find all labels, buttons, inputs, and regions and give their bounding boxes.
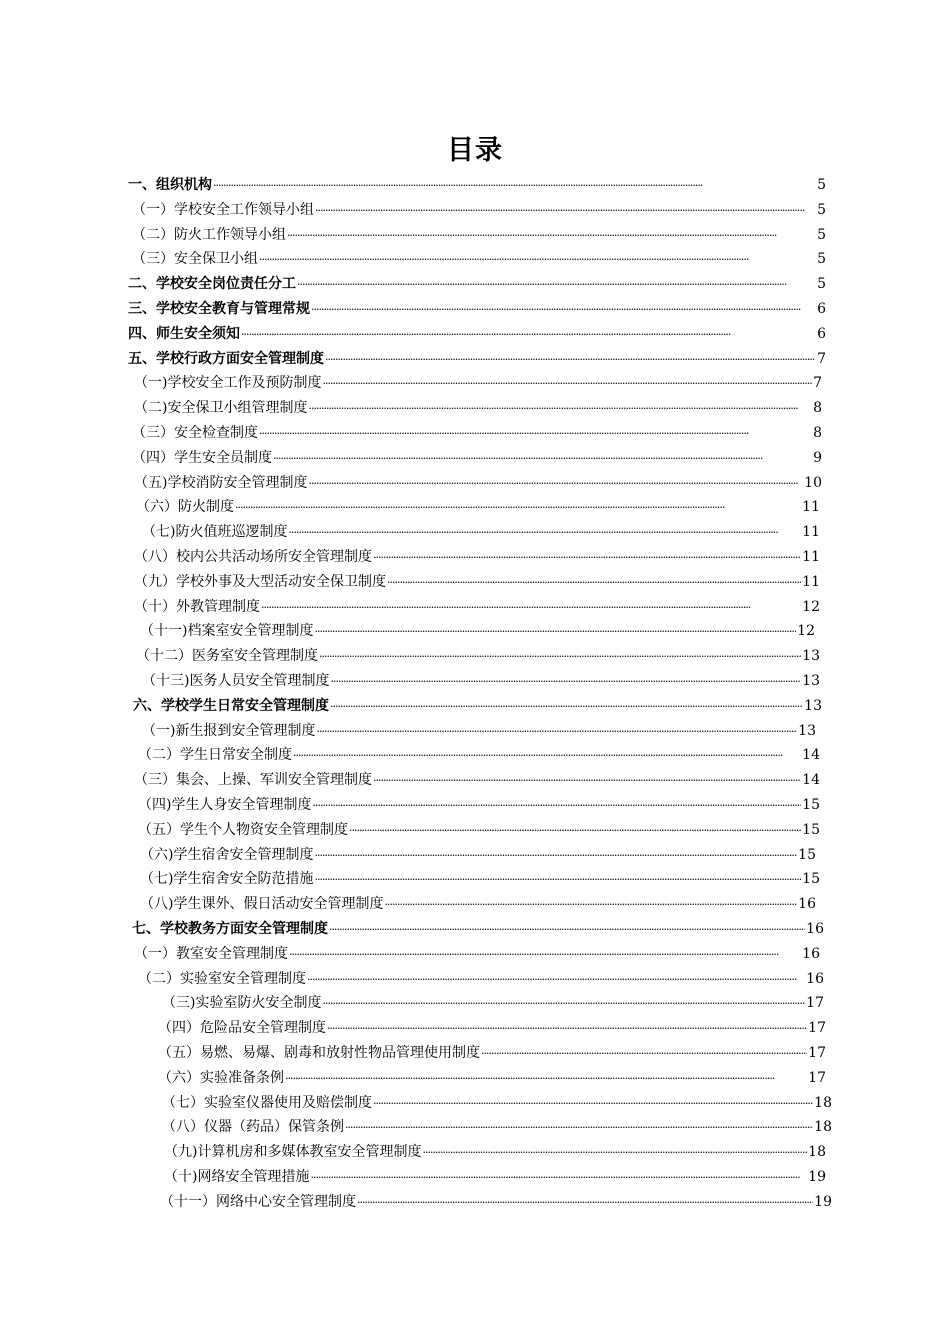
toc-entry xyxy=(134,472,822,496)
toc-page-number: 7 xyxy=(813,375,822,392)
toc-entry-label: （三）集会、上操、军训安全管理制度 xyxy=(134,772,372,789)
toc-entry-label: （十)网络安全管理措施 xyxy=(164,1169,310,1185)
toc-entry xyxy=(164,1141,826,1165)
toc-entry-label: 六、学校学生日常安全管理制度 xyxy=(133,697,329,714)
toc-dot-leader xyxy=(330,700,803,713)
toc-entry-label: （七)学生宿舍安全防范措施 xyxy=(140,871,314,888)
toc-dot-leader xyxy=(288,526,801,539)
toc-entry-label: （八)学生课外、假日活动安全管理制度 xyxy=(140,896,384,913)
toc-page-number: 6 xyxy=(817,301,826,317)
toc-page-number: 8 xyxy=(813,425,822,441)
toc-entry-label: 四、师生安全须知 xyxy=(128,325,240,342)
toc-entry-label: 三、学校安全教育与管理常规 xyxy=(128,301,310,317)
toc-entry-label: （十）外教管理制度 xyxy=(134,598,260,615)
toc-dot-leader xyxy=(481,1047,807,1060)
toc-dot-leader xyxy=(387,576,801,589)
toc-page-number: 6 xyxy=(817,325,826,342)
toc-entry-label: （四)学生人身安全管理制度 xyxy=(138,797,312,813)
toc-entry xyxy=(140,893,816,917)
toc-page-number: 5 xyxy=(817,251,826,268)
toc-entry xyxy=(158,1017,826,1041)
toc-page-number: 17 xyxy=(806,995,824,1012)
toc-entry xyxy=(164,1166,826,1190)
toc-page-number: 14 xyxy=(802,772,820,789)
toc-entry-label: （七)防火值班巡逻制度 xyxy=(142,524,288,541)
toc-page-number: 12 xyxy=(797,623,815,640)
toc-page-number: 18 xyxy=(814,1094,832,1111)
toc-dot-leader xyxy=(314,625,796,638)
toc-entry xyxy=(134,596,820,620)
toc-entry-label: 二、学校安全岗位责任分工 xyxy=(128,276,296,293)
toc-entry-label: 一、组织机构 xyxy=(128,177,212,193)
toc-entry xyxy=(142,720,816,744)
toc-entry xyxy=(128,298,826,322)
toc-dot-leader xyxy=(322,377,812,390)
toc-entry-label: （十一)档案室安全管理制度 xyxy=(140,623,314,640)
toc-entry-label: （十三)医务人员安全管理制度 xyxy=(142,673,330,689)
toc-entry-label: （一）教室安全管理制度 xyxy=(134,945,288,962)
page-title: 目录 xyxy=(447,135,503,166)
toc-entry xyxy=(158,1042,826,1066)
toc-dot-leader xyxy=(213,179,816,192)
toc-page-number: 5 xyxy=(817,276,826,293)
toc-entry-label: （十二）医务室安全管理制度 xyxy=(136,648,318,665)
toc-entry-label: 七、学校教务方面安全管理制度 xyxy=(132,921,328,937)
toc-entry-label: （四）危险品安全管理制度 xyxy=(158,1020,326,1037)
toc-page-number: 11 xyxy=(802,499,820,516)
toc-dot-leader xyxy=(293,749,801,762)
toc-entry-label: （九)计算机房和多媒体教室安全管理制度 xyxy=(164,1144,422,1161)
toc-entry xyxy=(134,397,822,421)
toc-dot-leader xyxy=(241,328,816,341)
toc-entry xyxy=(128,348,826,372)
toc-entry-label: （五）学生个人物资安全管理制度 xyxy=(138,821,348,838)
toc-entry xyxy=(132,918,824,942)
toc-entry xyxy=(138,744,820,768)
toc-entry xyxy=(138,819,820,843)
toc-page-number: 15 xyxy=(802,821,820,838)
toc-dot-leader xyxy=(314,873,801,886)
toc-dot-leader xyxy=(312,799,801,812)
toc-entry-label: （八）校内公共活动场所安全管理制度 xyxy=(134,549,372,565)
toc-entry-label: （六）实验准备条例 xyxy=(158,1069,284,1086)
toc-page-number: 16 xyxy=(798,896,816,913)
toc-page-number: 19 xyxy=(808,1169,826,1185)
toc-entry xyxy=(128,174,826,198)
toc-dot-leader xyxy=(308,402,812,415)
toc-page-number: 9 xyxy=(813,449,822,466)
toc-dot-leader xyxy=(289,948,801,961)
toc-entry xyxy=(133,695,822,719)
toc-dot-leader xyxy=(261,601,801,614)
toc-entry xyxy=(136,496,820,520)
toc-entry xyxy=(128,323,826,347)
toc-entry xyxy=(140,868,820,892)
toc-dot-leader xyxy=(373,1097,813,1110)
toc-entry xyxy=(162,992,824,1016)
toc-page-number: 8 xyxy=(813,400,822,417)
toc-dot-leader xyxy=(373,774,801,787)
toc-entry-label: （二）学生日常安全制度 xyxy=(138,747,292,764)
toc-dot-leader xyxy=(329,923,805,936)
toc-entry xyxy=(132,199,826,223)
toc-entry-label: （五)学校消防安全管理制度 xyxy=(134,474,308,491)
toc-page-number: 7 xyxy=(817,350,826,367)
toc-dot-leader xyxy=(325,353,816,366)
toc-dot-leader xyxy=(314,849,797,862)
toc-page-number: 5 xyxy=(817,201,826,218)
toc-entry xyxy=(140,620,815,644)
toc-entry-label: （三）安全检查制度 xyxy=(132,425,258,441)
toc-page-number: 15 xyxy=(802,871,820,888)
toc-page-number: 5 xyxy=(817,177,826,193)
toc-dot-leader xyxy=(322,997,805,1010)
toc-page-number: 13 xyxy=(802,673,820,689)
toc-page-number: 17 xyxy=(808,1069,826,1086)
toc-dot-leader xyxy=(297,278,816,291)
toc-entry xyxy=(136,645,820,669)
toc-entry-label: （九）学校外事及大型活动安全保卫制度 xyxy=(134,573,386,590)
toc-entry-label: （十一）网络中心安全管理制度 xyxy=(160,1193,356,1210)
toc-entry xyxy=(134,546,820,570)
toc-entry xyxy=(162,1116,832,1140)
toc-dot-leader xyxy=(273,452,812,465)
toc-entry-label: （五）易燃、易爆、剧毒和放射性物品管理使用制度 xyxy=(158,1045,480,1061)
toc-page-number: 16 xyxy=(802,945,820,962)
toc-entry xyxy=(142,670,820,694)
toc-entry-label: （二)安全保卫小组管理制度 xyxy=(134,400,308,417)
toc-page-number: 19 xyxy=(814,1193,832,1210)
toc-page-number: 18 xyxy=(808,1144,826,1161)
toc-dot-leader xyxy=(422,1146,807,1159)
toc-entry xyxy=(132,447,822,471)
toc-page-number: 15 xyxy=(798,846,816,863)
toc-entry xyxy=(160,1191,832,1215)
toc-entry-label: （二）防火工作领导小组 xyxy=(132,226,286,243)
toc-entry xyxy=(162,1092,832,1116)
toc-page-number: 13 xyxy=(804,697,822,714)
toc-dot-leader xyxy=(310,1171,807,1184)
toc-page-number: 13 xyxy=(798,722,816,739)
toc-entry xyxy=(128,273,826,297)
toc-entry-label: （四）学生安全员制度 xyxy=(132,449,272,466)
toc-entry xyxy=(158,1067,826,1091)
toc-dot-leader xyxy=(259,427,812,440)
toc-page-number: 11 xyxy=(802,549,820,565)
toc-dot-leader xyxy=(384,898,797,911)
toc-dot-leader xyxy=(259,253,816,266)
toc-dot-leader xyxy=(315,204,816,217)
toc-page-number: 12 xyxy=(802,598,820,615)
toc-entry-label: （六）防火制度 xyxy=(136,499,234,516)
toc-dot-leader xyxy=(285,1072,807,1085)
toc-entry-label: （一）学校安全工作领导小组 xyxy=(132,201,314,218)
toc-entry-label: （八）仪器（药品）保管条例 xyxy=(162,1119,344,1136)
toc-page-number: 10 xyxy=(804,474,822,491)
toc-entry xyxy=(140,844,816,868)
toc-entry xyxy=(138,968,824,992)
toc-entry xyxy=(142,521,820,545)
toc-page-number: 13 xyxy=(802,648,820,665)
toc-dot-leader xyxy=(311,303,816,316)
toc-page-number: 18 xyxy=(814,1119,832,1136)
toc-dot-leader xyxy=(319,650,801,663)
toc-page-number: 5 xyxy=(817,226,826,243)
toc-entry xyxy=(138,794,820,818)
toc-entry-label: （六)学生宿舍安全管理制度 xyxy=(140,846,314,863)
toc-dot-leader xyxy=(330,675,801,688)
toc-page-number: 17 xyxy=(808,1020,826,1037)
toc-entry xyxy=(132,224,826,248)
toc-page-number: 11 xyxy=(802,573,820,590)
toc-entry xyxy=(134,372,822,396)
toc-page-number: 17 xyxy=(808,1045,826,1061)
toc-dot-leader xyxy=(308,477,803,490)
toc-dot-leader xyxy=(327,1022,807,1035)
toc-page-number: 11 xyxy=(802,524,820,541)
toc-dot-leader xyxy=(357,1196,813,1209)
toc-entry xyxy=(134,571,820,595)
toc-dot-leader xyxy=(349,824,801,837)
toc-entry-label: （一)新生报到安全管理制度 xyxy=(142,722,316,739)
toc-dot-leader xyxy=(235,501,801,514)
toc-page-number: 14 xyxy=(802,747,820,764)
toc-page-number: 16 xyxy=(806,970,824,987)
toc-entry-label: （七）实验室仪器使用及赔偿制度 xyxy=(162,1094,372,1111)
toc-dot-leader xyxy=(345,1121,813,1134)
toc-entry-label: （三)实验室防火安全制度 xyxy=(162,995,322,1012)
toc-entry xyxy=(132,422,822,446)
toc-entry-label: 五、学校行政方面安全管理制度 xyxy=(128,350,324,367)
toc-dot-leader xyxy=(307,973,805,986)
toc-entry-label: （三）安全保卫小组 xyxy=(132,251,258,268)
toc-entry-label: （二）实验室安全管理制度 xyxy=(138,970,306,987)
toc-dot-leader xyxy=(287,229,816,242)
toc-entry xyxy=(134,769,820,793)
toc-dot-leader xyxy=(316,725,797,738)
toc-entry xyxy=(132,248,826,272)
toc-dot-leader xyxy=(373,551,801,564)
toc-page-number: 15 xyxy=(802,797,820,813)
toc-page-number: 16 xyxy=(806,921,824,937)
toc-entry xyxy=(134,943,820,967)
toc-entry-label: （一)学校安全工作及预防制度 xyxy=(134,375,322,392)
